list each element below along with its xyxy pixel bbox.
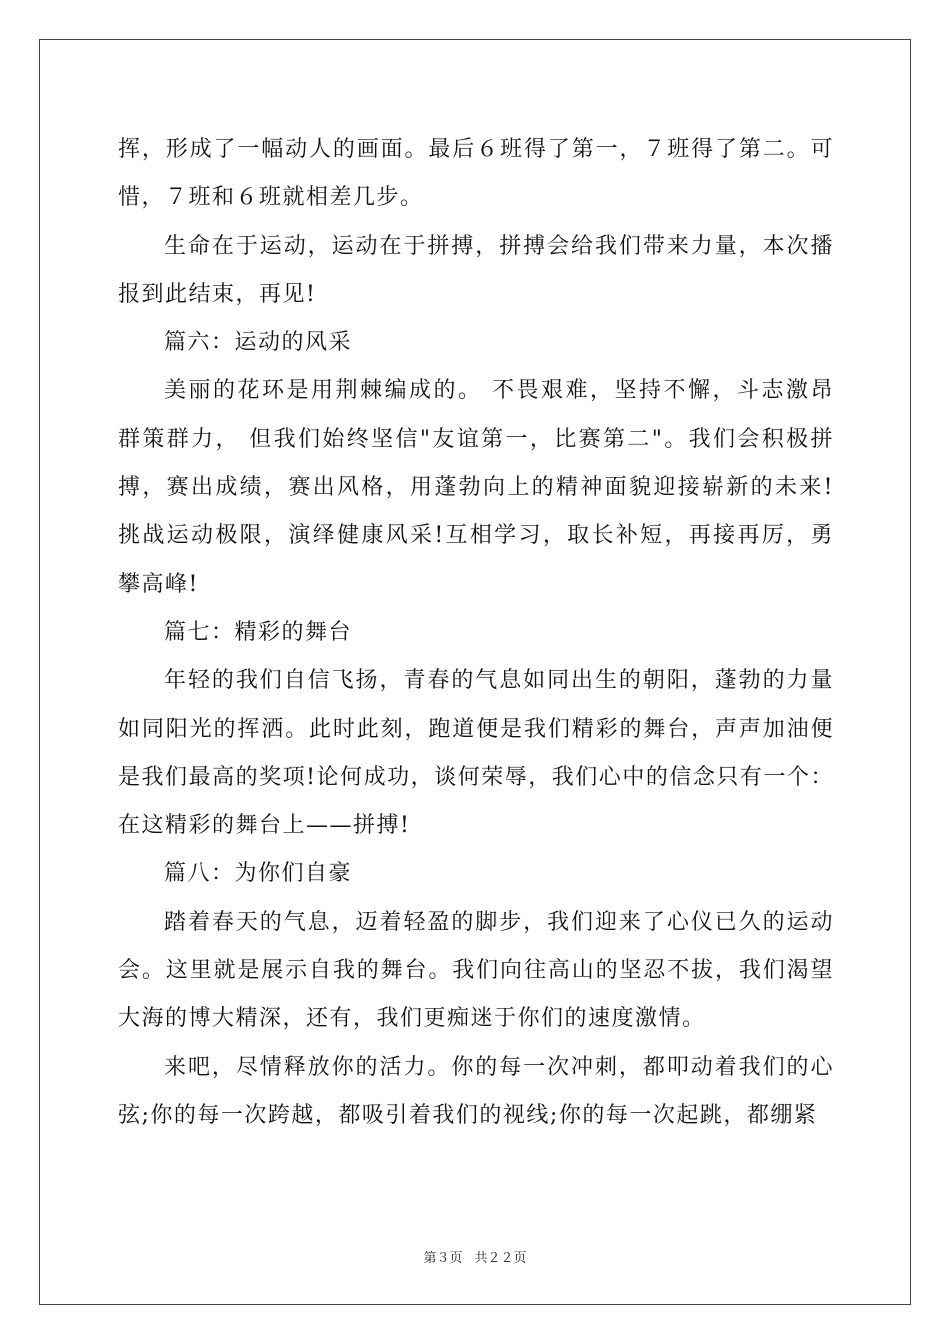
paragraph-line: 会。这里就是展示自我的舞台。我们向往高山的坚忍不拔，我们渴望 [118,958,834,984]
paragraph-line: 在这精彩的舞台上——拼搏! [118,813,411,839]
paragraph-line: 大海的博大精深，还有，我们更痴迷于你们的速度激情。 [118,1006,706,1032]
paragraph-line: 美丽的花环是用荆棘编成的。 不畏艰难，坚持不懈，斗志激昂 [164,378,834,404]
paragraph-line: 搏，赛出成绩，赛出风格，用蓬勃向上的精神面貌迎接崭新的未来! [118,475,834,501]
section-heading: 篇八：为你们自豪 [164,861,353,887]
paragraph-line: 生命在于运动，运动在于拼搏，拼搏会给我们带来力量，本次播 [164,233,834,259]
paragraph-line: 报到此结束，再见! [118,281,317,307]
paragraph-line: 踏着春天的气息，迈着轻盈的脚步，我们迎来了心仪已久的运动 [164,909,834,935]
page-footer [0,1247,950,1266]
paragraph-line: 弦;你的每一次跨越，都吸引着我们的视线;你的每一次起跳，都绷紧 [118,1102,818,1128]
document-body [118,126,834,1140]
paragraph-line: 挥，形成了一幅动人的画面。最后６班得了第一，７班得了第二。可 [118,137,834,162]
page-number: 第３页 [423,1251,463,1266]
paragraph-line: 挑战运动极限，演绎健康风采!互相学习，取长补短，再接再厉，勇 [118,523,834,549]
paragraph-line: 来吧，尽情释放你的活力。你的每一次冲刺，都叩动着我们的心 [164,1054,834,1080]
paragraph-line: 是我们最高的奖项!论何成功，谈何荣辱，我们心中的信念只有一个： [118,764,834,790]
paragraph-line: 年轻的我们自信飞扬，青春的气息如同出生的朝阳，蓬勃的力量 [164,668,834,694]
section-heading: 篇七：精彩的舞台 [164,619,353,645]
paragraph-line: 如同阳光的挥洒。此时此刻，跑道便是我们精彩的舞台，声声加油便 [118,716,834,742]
paragraph-line: 攀高峰! [118,571,199,597]
section-heading: 篇六：运动的风采 [164,330,353,356]
page-total: 共２２页 [474,1251,527,1266]
paragraph-line: 群策群力， 但我们始终坚信"友谊第一，比赛第二"。我们会积极拼 [118,426,834,452]
paragraph-line: 惜，７班和６班就相差几步。 [118,185,424,211]
